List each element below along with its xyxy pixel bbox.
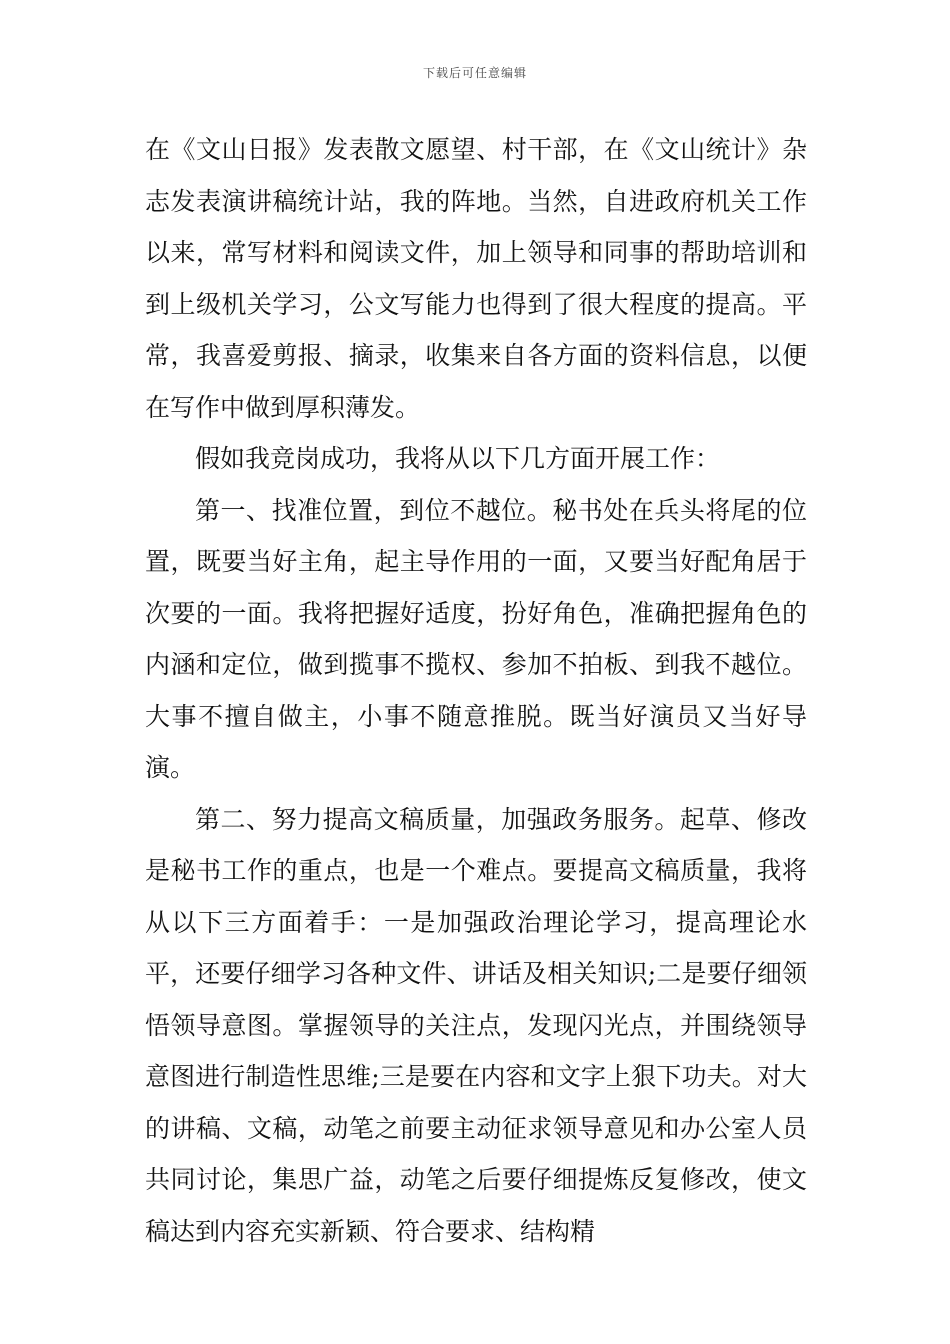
paragraph-point-one: 第一、找准位置，到位不越位。秘书处在兵头将尾的位置，既要当好主角，起主导作用的一面，又要当好配角居于次要的一面。我将把握好适度，扮好角色，准确把握角色的内涵和定位，做到揽事不揽权、参加不拍板、到我不越位。大事不擅自做主，小事不随意推脱。既当好演员又当好导演。	[145, 495, 807, 782]
page-header: 下载后可任意编辑	[422, 66, 527, 80]
paragraph-continuation: 在《文山日报》发表散文愿望、村干部，在《文山统计》杂志发表演讲稿统计站，我的阵地。当然，自进政府机关工作以来，常写材料和阅读文件，加上领导和同事的帮助培训和到上级机关学习，公文写能力也得到了很大程度的提高。平常，我喜爱剪报、摘录，收集来自各方面的资料信息，以便在写作中做到厚积薄发。	[145, 135, 807, 422]
document-body	[145, 124, 807, 1257]
paragraph-point-two: 第二、努力提高文稿质量，加强政务服务。起草、修改是秘书工作的重点，也是一个难点。要提高文稿质量，我将从以下三方面着手：一是加强政治理论学习，提高理论水平，还要仔细学习各种文件、讲话及相关知识;二是要仔细领悟领导意图。掌握领导的关注点，发现闪光点，并围绕领导意图进行制造性思维;三是要在内容和文字上狠下功夫。对大的讲稿、文稿，动笔之前要主动征求领导意见和办公室人员共同讨论，集思广益，动笔之后要仔细提炼反复修改，使文稿达到内容充实新颖、符合要求、结构精	[145, 804, 807, 1246]
paragraph-intro: 假如我竞岗成功，我将从以下几方面开展工作：	[195, 444, 721, 473]
